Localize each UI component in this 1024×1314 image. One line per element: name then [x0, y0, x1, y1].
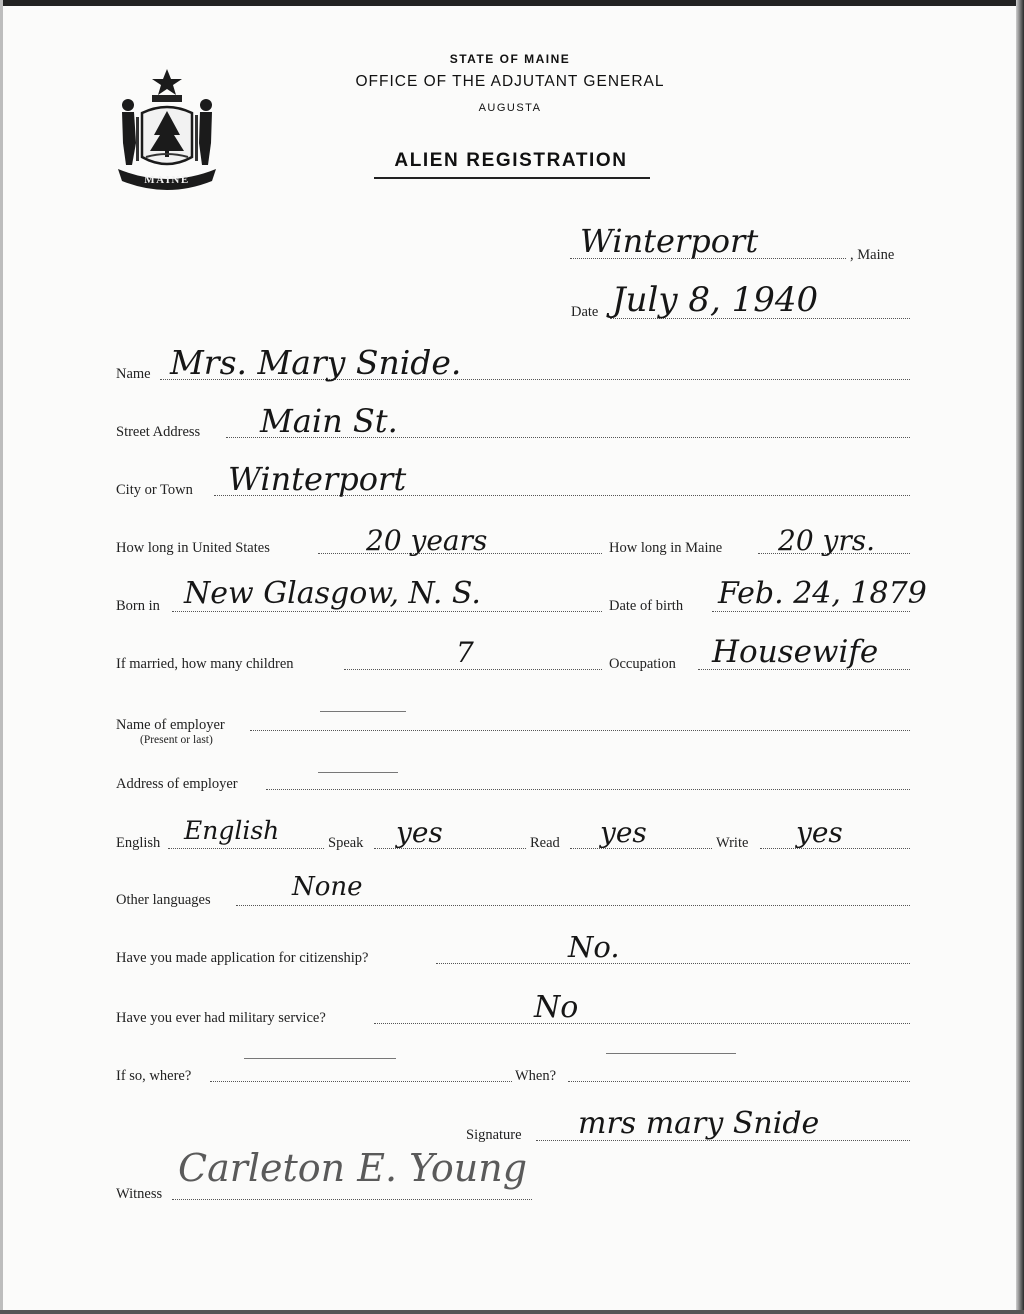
how-long-maine-label: How long in Maine [609, 540, 723, 556]
military-service-label: Have you ever had military service? [116, 1010, 326, 1026]
scan-border-top [0, 0, 1024, 6]
employer-address-line [266, 789, 910, 790]
citizenship-line [436, 963, 910, 964]
children-label: If married, how many children [116, 656, 294, 672]
born-in-line [172, 611, 602, 612]
where-dash [244, 1058, 396, 1059]
children-value: 7 [456, 636, 474, 669]
how-long-us-label: How long in United States [116, 540, 270, 556]
other-languages-value: None [292, 872, 363, 902]
place-suffix-label: , Maine [850, 247, 895, 263]
occupation-label: Occupation [609, 656, 676, 672]
citizenship-value: No. [568, 930, 620, 964]
city-heading: AUGUSTA [478, 102, 542, 114]
witness-line [172, 1199, 532, 1200]
witness-value: Carleton E. Young [178, 1146, 528, 1190]
scan-border-left [0, 0, 3, 1314]
where-line [210, 1081, 512, 1082]
maine-state-seal-icon [112, 65, 222, 195]
signature-value: mrs mary Snide [578, 1106, 820, 1141]
when-label: When? [515, 1068, 557, 1084]
employer-name-dash [320, 711, 406, 712]
seal-text: MAINE [144, 174, 190, 186]
occupation-value: Housewife [712, 634, 879, 670]
state-heading: STATE OF MAINE [449, 52, 571, 66]
english-value: English [184, 816, 280, 845]
date-of-birth-value: Feb. 24, 1879 [718, 576, 927, 611]
military-service-value: No [534, 990, 579, 1025]
military-service-line [374, 1023, 910, 1024]
place-value: Winterport [580, 222, 759, 260]
english-label: English [116, 835, 161, 851]
employer-name-line [250, 730, 910, 731]
when-dash [606, 1053, 736, 1054]
other-languages-line [236, 905, 910, 906]
office-heading: OFFICE OF THE ADJUTANT GENERAL [355, 73, 665, 90]
scan-border-right [1016, 0, 1024, 1314]
employer-name-sublabel: (Present or last) [140, 734, 213, 746]
name-label: Name [116, 366, 151, 382]
street-address-label: Street Address [116, 424, 201, 440]
citizenship-label: Have you made application for citizenship? [116, 950, 369, 966]
city-town-label: City or Town [116, 482, 193, 498]
other-languages-label: Other languages [116, 892, 211, 908]
speak-value: yes [396, 816, 443, 849]
english-line [168, 848, 324, 849]
when-line [568, 1081, 910, 1082]
write-value: yes [796, 816, 843, 849]
born-in-label: Born in [116, 598, 160, 614]
read-value: yes [600, 816, 647, 849]
date-label: Date [571, 304, 599, 320]
date-of-birth-line [712, 611, 910, 612]
write-label: Write [716, 835, 749, 851]
speak-label: Speak [328, 835, 364, 851]
employer-address-dash [318, 772, 398, 773]
title-underline [374, 177, 650, 179]
where-label: If so, where? [116, 1068, 192, 1084]
street-address-value: Main St. [260, 402, 398, 440]
signature-label: Signature [466, 1127, 522, 1143]
date-of-birth-label: Date of birth [609, 598, 684, 614]
how-long-maine-value: 20 yrs. [778, 524, 876, 557]
read-label: Read [530, 835, 560, 851]
city-town-value: Winterport [228, 460, 407, 498]
date-value: July 8, 1940 [612, 280, 819, 320]
witness-label: Witness [116, 1186, 163, 1202]
how-long-us-value: 20 years [366, 524, 488, 557]
form-title: ALIEN REGISTRATION [394, 150, 628, 171]
employer-name-label: Name of employer [116, 717, 225, 733]
name-value: Mrs. Mary Snide. [170, 343, 462, 382]
employer-address-label: Address of employer [116, 776, 238, 792]
scan-border-bottom [0, 1310, 1024, 1314]
children-line [344, 669, 602, 670]
born-in-value: New Glasgow, N. S. [184, 576, 481, 611]
